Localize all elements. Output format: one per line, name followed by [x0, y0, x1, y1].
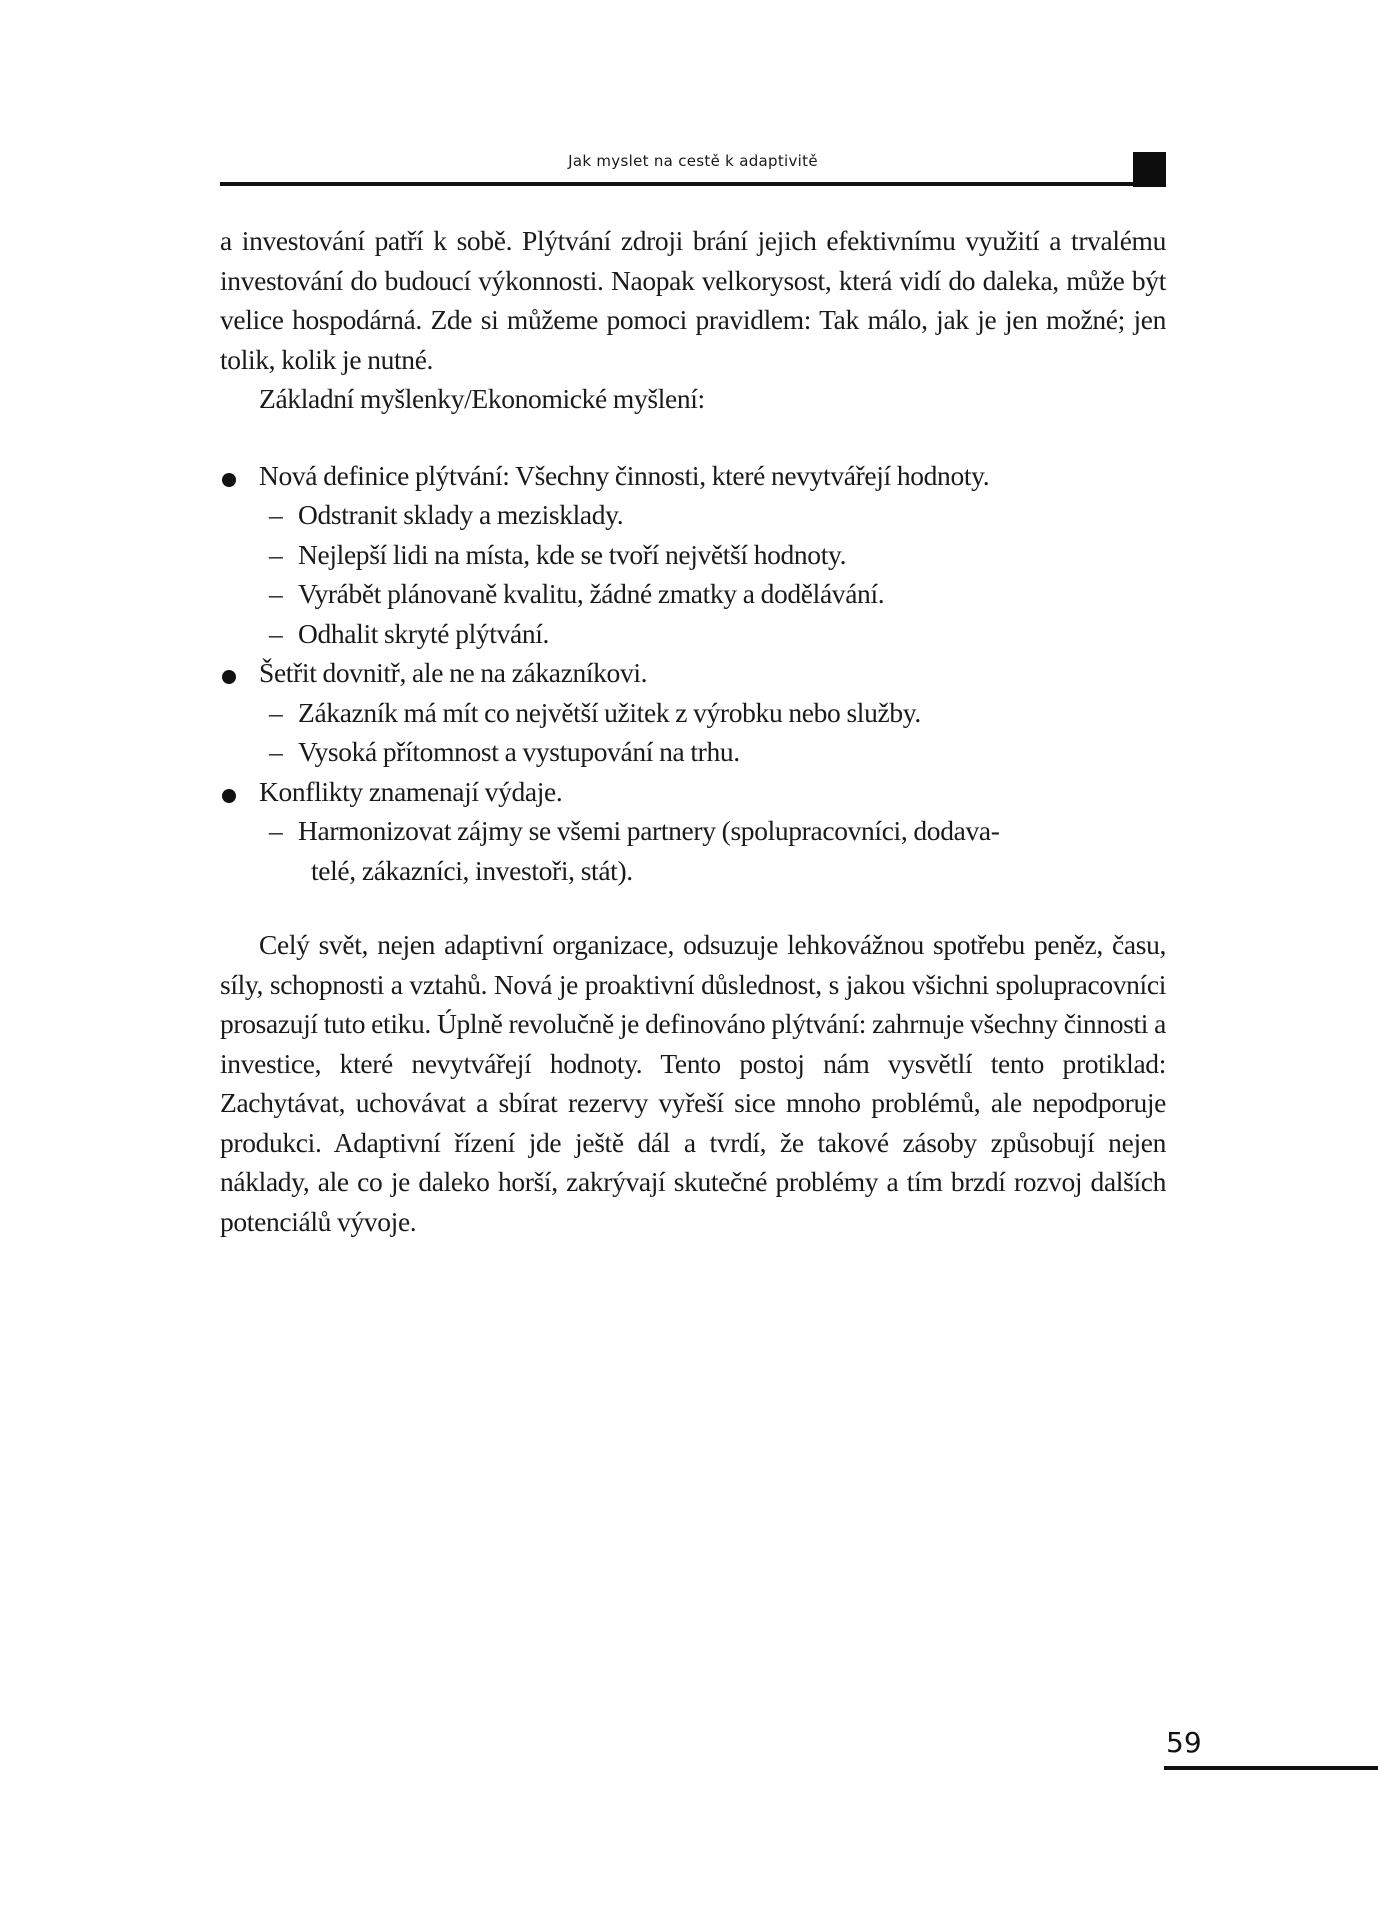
dash-icon: – [269, 617, 283, 649]
dash-icon: – [269, 538, 283, 570]
chapter-marker-block [1133, 152, 1166, 187]
dash-icon: – [269, 736, 283, 767]
sub-item [259, 495, 1166, 535]
sub-list [259, 693, 1166, 772]
sub-item-text: Odhalit skryté plýtvání. [298, 617, 550, 649]
bullet-dot-icon [222, 473, 236, 487]
sub-item [259, 693, 1166, 733]
intro-paragraph: a investování patří k sobě. Plýtvání zdroji brání jejich efektivnímu využití a trvalému investování do budoucí výkonnosti. Naopak velkorysost, která vidí do daleka, může být velice hospodárná. Zde si můžeme pomoci pravidlem: Tak málo, jak je jen možné; jen tolik, kolik je nutné. [220, 225, 1166, 375]
sub-item [259, 535, 1166, 575]
sub-item [259, 574, 1166, 614]
sub-item [259, 811, 1166, 890]
bullet-dot-icon [222, 789, 236, 803]
sub-item-text-line-1: Harmonizovat zájmy se všemi partnery (spolupracovníci, dodava- [298, 815, 1000, 846]
sub-list [259, 811, 1166, 890]
page-number: 59 [1166, 1726, 1202, 1759]
bullet-item [220, 653, 1166, 772]
dash-icon: – [269, 499, 283, 530]
sub-list [259, 495, 1166, 653]
bullet-text: Nová definice plýtvání: Všechny činnosti, které nevytvářejí hodnoty. [259, 459, 990, 491]
running-header [220, 151, 1166, 187]
sub-item-text-line-2: telé, zákazníci, investoři, stát). [311, 854, 633, 886]
bullet-item [220, 772, 1166, 891]
bullet-dot-icon [222, 670, 236, 684]
page-number-rule [1164, 1766, 1378, 1770]
list-heading: Základní myšlenky/Ekonomické myšlení: [259, 383, 705, 414]
dash-icon: – [269, 578, 283, 609]
bullet-item [220, 456, 1166, 654]
sub-item-text: Vysoká přítomnost a vystupování na trhu. [298, 736, 740, 767]
sub-item-text: Vyrábět plánovaně kvalitu, žádné zmatky a dodělávání. [298, 578, 885, 609]
header-rule [220, 182, 1134, 186]
sub-item [259, 732, 1166, 772]
bullet-list [220, 456, 1166, 891]
dash-icon: – [269, 815, 283, 846]
dash-icon: – [269, 696, 283, 728]
running-title: Jak myslet na cestě k adaptivitě [568, 152, 818, 170]
sub-item [259, 614, 1166, 654]
sub-item-text: Nejlepší lidi na místa, kde se tvoří největší hodnoty. [298, 538, 847, 570]
page-body [220, 221, 1166, 1241]
closing-paragraph: Celý svět, nejen adaptivní organizace, odsuzuje lehkovážnou spotřebu peněz, času, síly, schopnosti a vztahů. Nová je proaktivní důslednost, s jakou všichni spolupracovníci prosazují tuto etiku. Úplně revolučně je definováno plýtvání: zahrnuje všechny činnosti a investice, které nevytvářejí hodnoty. Tento postoj nám vysvětlí tento protiklad: Zachytávat, uchovávat a sbírat rezervy vyřeší sice mnoho problémů, ale nepodporuje produkci. Adaptivní řízení jde ještě dál a tvrdí, že takové zásoby způsobují nejen náklady, ale co je daleko horší, zakrývají skutečné problémy a tím brzdí rozvoj dalších potenciálů vývoje. [220, 929, 1166, 1237]
bullet-text: Konflikty znamenají výdaje. [259, 775, 563, 807]
bullet-text: Šetřit dovnitř, ale ne na zákazníkovi. [259, 657, 648, 688]
sub-item-text: Odstranit sklady a mezisklady. [298, 499, 624, 530]
sub-item-text: Zákazník má mít co největší užitek z výrobku nebo služby. [298, 696, 921, 728]
